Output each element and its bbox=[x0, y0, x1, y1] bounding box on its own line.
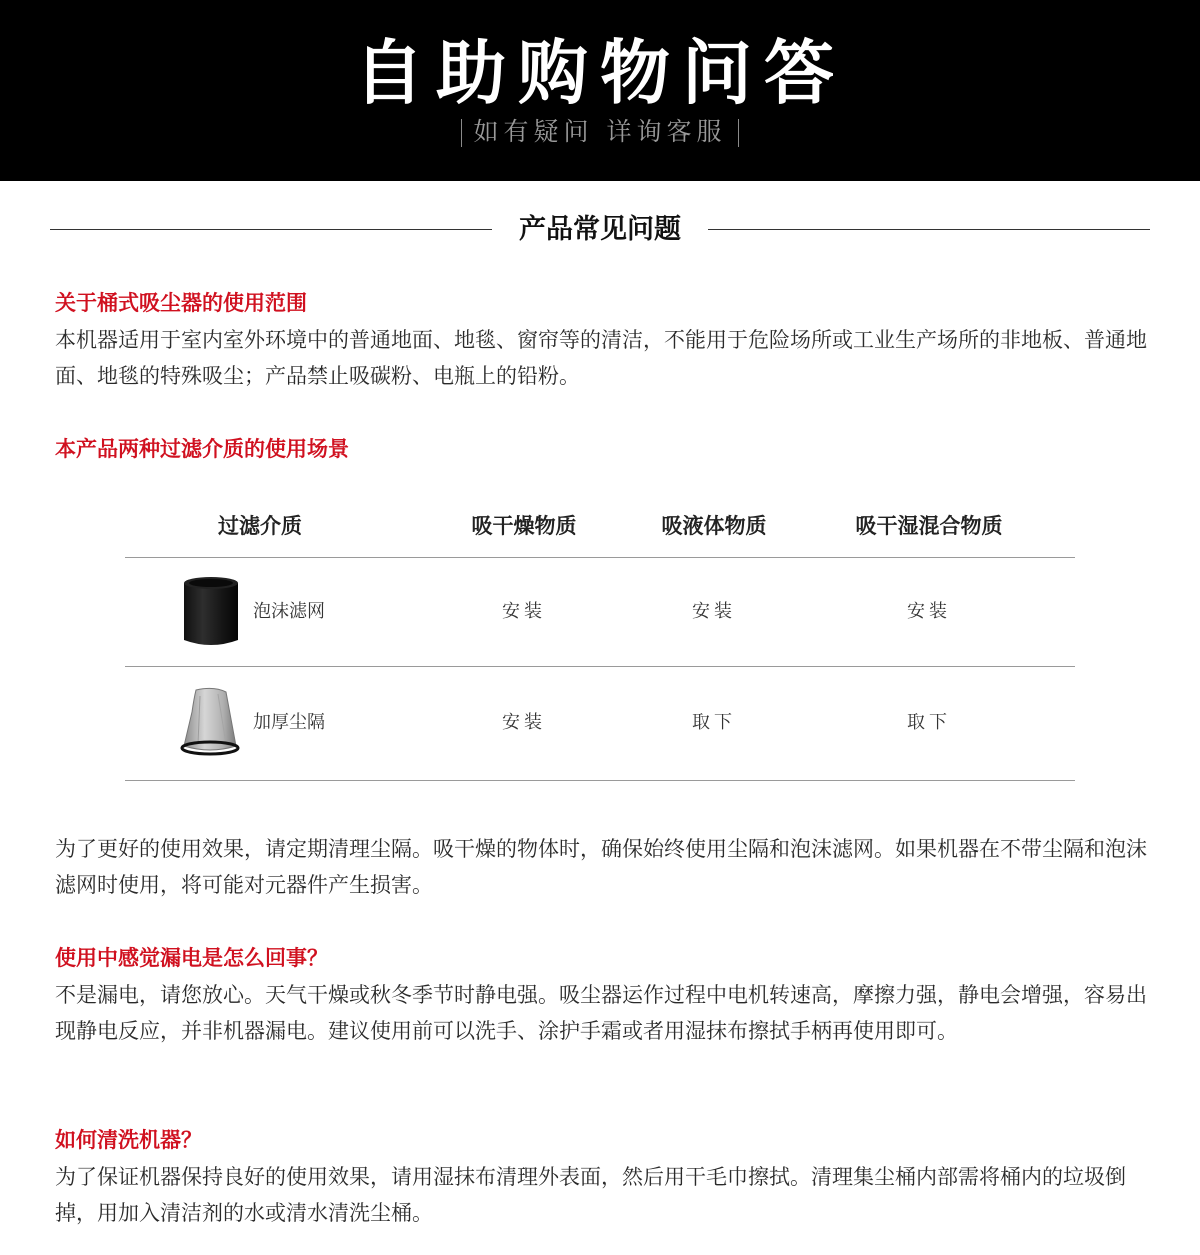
dust-bag-filter-icon bbox=[176, 686, 244, 760]
faq-answer: 本机器适用于室内室外环境中的普通地面、地毯、窗帘等的清洁，不能用于危险场所或工业生产场所的非地板、普通地面、地毯的特殊吸尘；产品禁止吸碳粉、电瓶上的铅粉。 bbox=[55, 328, 1147, 388]
table-cell: 取下 bbox=[692, 712, 736, 733]
faq-answer: 不是漏电，请您放心。天气干燥或秋冬季节时静电强。吸尘器运作过程中电机转速高，摩擦力强，静电会增强，容易出现静电反应，并非机器漏电。建议使用前可以洗手、涂护手霜或者用湿抹布擦拭手柄再使用即可。 bbox=[55, 983, 1147, 1043]
page-subtitle bbox=[0, 112, 1200, 152]
faq-answer: 为了保证机器保持良好的使用效果，请用湿抹布清理外表面，然后用干毛巾擦拭。清理集尘桶内部需将桶内的垃圾倒掉，用加入清洁剂的水或清水清洗尘桶。 bbox=[55, 1165, 1126, 1225]
subtitle-text: 如有疑问 详询客服 bbox=[473, 117, 727, 146]
table-cell: 取下 bbox=[907, 712, 951, 733]
header-banner bbox=[0, 0, 1200, 181]
section-title: 产品常见问题 bbox=[519, 214, 681, 245]
table-rule bbox=[125, 666, 1075, 667]
faq-question: 本产品两种过滤介质的使用场景 bbox=[55, 437, 349, 461]
filter-note: 为了更好的使用效果，请定期清理尘隔。吸干燥的物体时，确保始终使用尘隔和泡沫滤网。如果机器在不带尘隔和泡沫滤网时使用，将可能对元器件产生损害。 bbox=[55, 837, 1147, 897]
faq-question: 关于桶式吸尘器的使用范围 bbox=[55, 291, 307, 315]
divider bbox=[738, 119, 739, 147]
table-header: 吸液体物质 bbox=[661, 514, 767, 538]
table-cell: 安装 bbox=[502, 712, 546, 733]
table-cell: 安装 bbox=[692, 601, 736, 622]
table-cell: 安装 bbox=[907, 601, 951, 622]
divider bbox=[461, 119, 462, 147]
table-rule bbox=[125, 780, 1075, 781]
table-rule bbox=[125, 557, 1075, 558]
table-header: 吸干燥物质 bbox=[471, 514, 577, 538]
faq-question: 如何清洗机器？ bbox=[55, 1128, 202, 1152]
page-title: 自助购物问答 bbox=[354, 32, 846, 114]
table-header: 过滤介质 bbox=[218, 514, 302, 538]
table-header: 吸干湿混合物质 bbox=[855, 514, 1003, 538]
filter-name: 泡沫滤网 bbox=[253, 601, 325, 622]
table-cell: 安装 bbox=[502, 601, 546, 622]
filter-name: 加厚尘隔 bbox=[253, 712, 325, 733]
foam-filter-icon bbox=[180, 574, 242, 650]
faq-question: 使用中感觉漏电是怎么回事？ bbox=[55, 946, 328, 970]
